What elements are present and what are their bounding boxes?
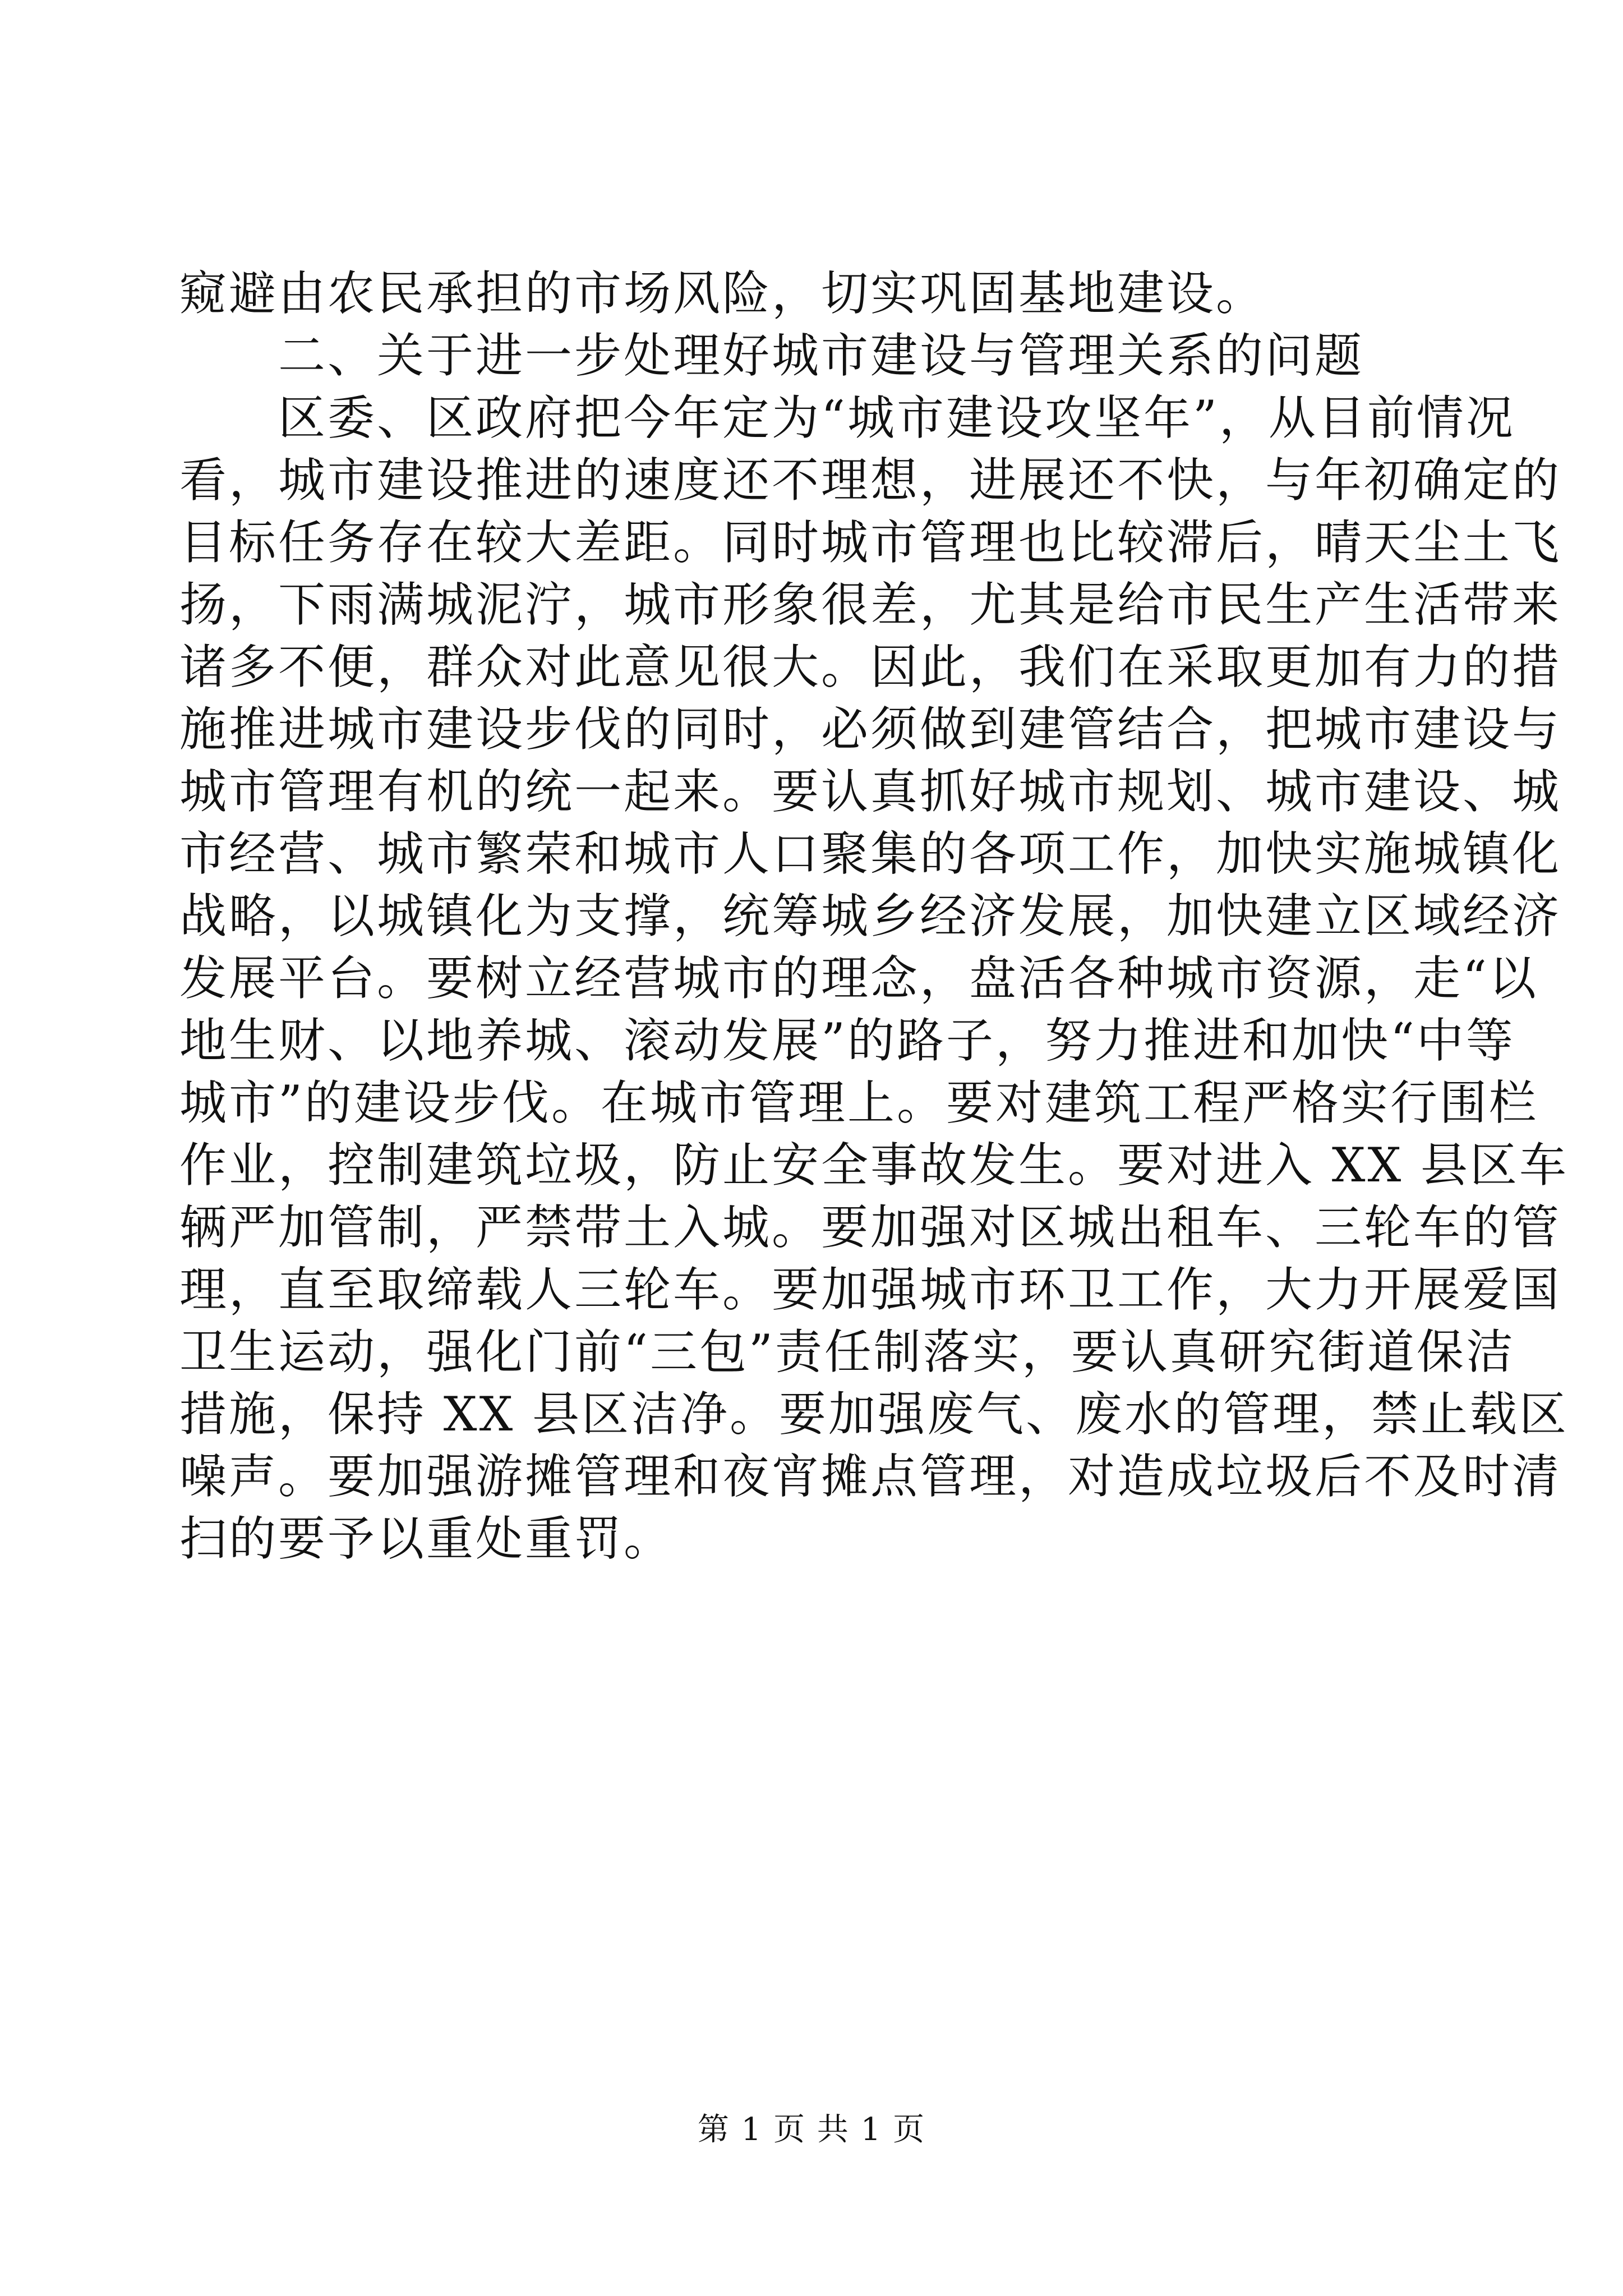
text-line: 地生财、以地养城、滚动发展”的路子，努力推进和加快“中等	[179, 1013, 1515, 1068]
section-heading: 二、关于进一步处理好城市建设与管理关系的问题	[278, 328, 1364, 383]
text-line: 理，直至取缔载人三轮车。要加强城市环卫工作，大力开展爱国	[179, 1262, 1562, 1317]
text-line: 辆严加管制，严禁带土入城。要加强对区城出租车、三轮车的管	[179, 1200, 1562, 1255]
text-line: 区委、区政府把今年定为“城市建设攻坚年”，从目前情况	[278, 390, 1515, 445]
text-line: 施推进城市建设步伐的同时，必须做到建管结合，把城市建设与	[179, 702, 1562, 757]
text-line: 扫的要予以重处重罚。	[179, 1511, 674, 1566]
text-line: 看，城市建设推进的速度还不理想，进展还不快，与年初确定的	[179, 453, 1562, 508]
text-line: 城市管理有机的统一起来。要认真抓好城市规划、城市建设、城	[179, 764, 1562, 819]
text-line: 作业，控制建筑垃圾，防止安全事故发生。要对进入 XX 县区车	[179, 1138, 1569, 1193]
text-line: 战略，以城镇化为支撑，统筹城乡经济发展，加快建立区域经济	[179, 889, 1562, 944]
text-line: 措施，保持 XX 县区洁净。要加强废气、废水的管理，禁止载区	[179, 1387, 1569, 1442]
page-number-footer: 第 1 页 共 1 页	[697, 2111, 926, 2148]
text-line: 目标任务存在较大差距。同时城市管理也比较滞后，晴天尘土飞	[179, 515, 1562, 570]
text-line: 卫生运动，强化门前“三包”责任制落实，要认真研究街道保洁	[179, 1324, 1515, 1379]
text-line: 诸多不便，群众对此意见很大。因此，我们在采取更加有力的措	[179, 639, 1562, 694]
text-line: 窥避由农民承担的市场风险，切实巩固基地建设。	[179, 266, 1266, 321]
text-line: 噪声。要加强游摊管理和夜宵摊点管理，对造成垃圾后不及时清	[179, 1449, 1562, 1504]
document-body	[179, 263, 1569, 1570]
text-line: 发展平台。要树立经营城市的理念，盘活各种城市资源，走“以	[179, 951, 1538, 1006]
text-line: 城市”的建设步伐。在城市管理上。要对建筑工程严格实行围栏	[179, 1075, 1538, 1130]
text-line: 扬，下雨满城泥泞，城市形象很差，尤其是给市民生产生活带来	[179, 577, 1562, 632]
text-line: 市经营、城市繁荣和城市人口聚集的各项工作，加快实施城镇化	[179, 826, 1562, 881]
